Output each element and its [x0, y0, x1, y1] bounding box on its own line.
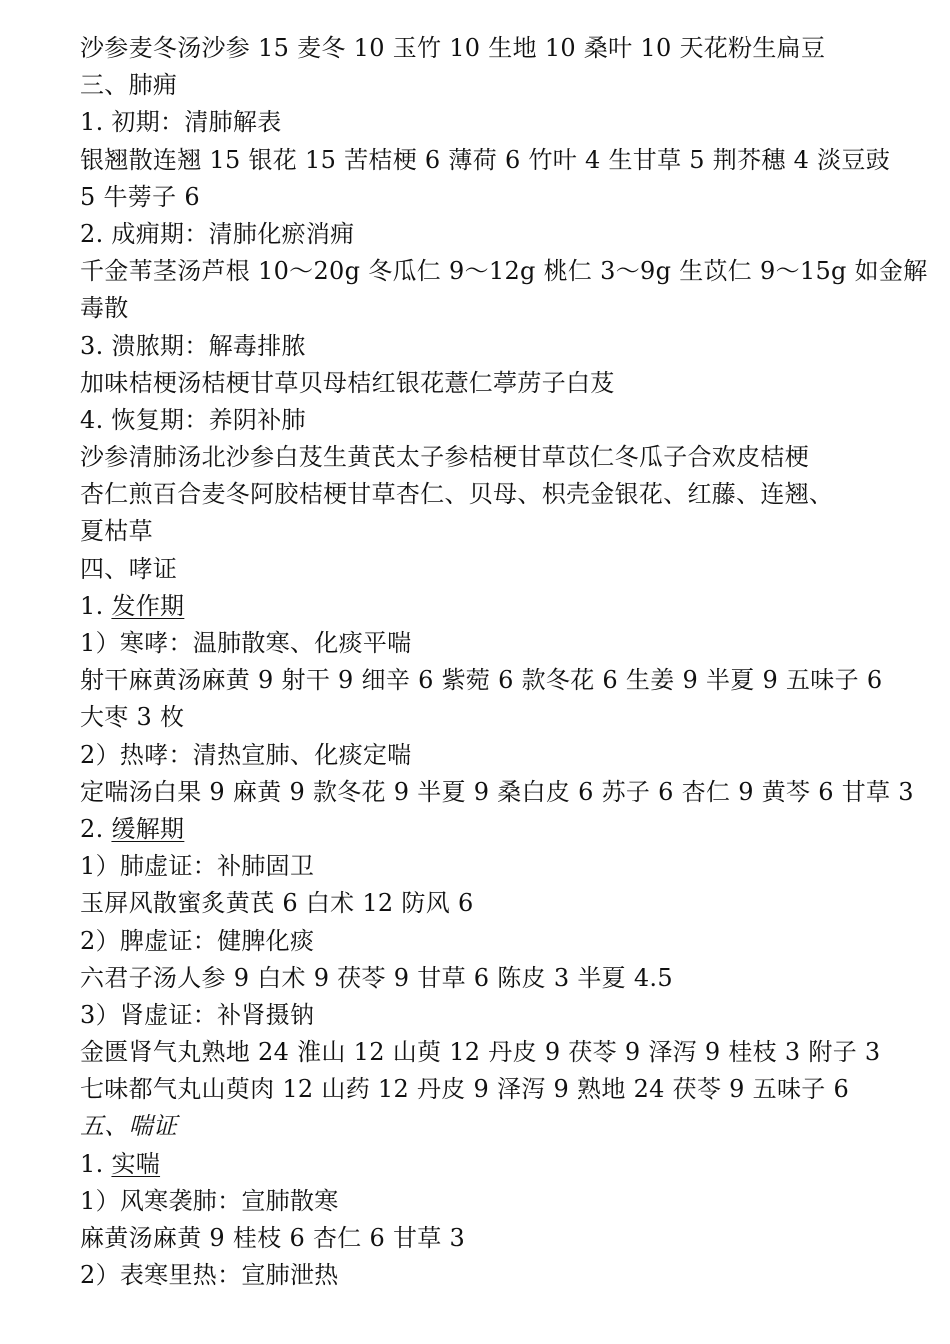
sub-subheading: 2）热哮：清热宣肺、化痰定喘 [80, 740, 412, 769]
sub-subheading: 1）风寒袭肺：宣肺散寒 [80, 1186, 339, 1215]
text-line: 千金苇茎汤芦根 10～20g 冬瓜仁 9～12g 桃仁 3～9g 生苡仁 9～15g 如金解 [80, 257, 928, 286]
text-line: 麻黄汤麻黄 9 桂枝 6 杏仁 6 甘草 3 [80, 1224, 466, 1252]
section-heading: 四、哮证 [80, 554, 178, 583]
subheading-attack-period [80, 588, 880, 625]
subheading: 2. 成痈期：清肺化瘀消痈 [80, 219, 355, 248]
underlined-excess-asthma: 实喘 [111, 1149, 161, 1178]
underlined-remission-period: 缓解期 [111, 814, 185, 843]
underlined-attack-period: 发作期 [111, 591, 185, 620]
document-page [80, 30, 928, 1294]
text-line: 金匮肾气丸熟地 24 淮山 12 山萸 12 丹皮 9 茯苓 9 泽泻 9 桂枝 3 附子 3 [80, 1038, 881, 1067]
text-line: 银翘散连翘 15 银花 15 苦桔梗 6 薄荷 6 竹叶 4 生甘草 5 荆芥穗 4 淡豆豉 [80, 145, 891, 174]
text-line: 玉屏风散蜜炙黄芪 6 白术 12 防风 6 [80, 889, 474, 918]
sub-subheading: 2）脾虚证：健脾化痰 [80, 926, 315, 955]
subheading-remission-period [80, 811, 880, 848]
sub-subheading: 1）肺虚证：补肺固卫 [80, 852, 315, 881]
subheading: 3. 溃脓期：解毒排脓 [80, 331, 306, 360]
text-line: 毒散 [80, 294, 129, 323]
text-line: 夏枯草 [80, 517, 153, 546]
subheading-number: 2. [80, 814, 112, 843]
text-line: 杏仁煎百合麦冬阿胶桔梗甘草杏仁、贝母、枳壳金银花、红藤、连翘、 [80, 480, 834, 509]
subheading: 1. 初期：清肺解表 [80, 108, 282, 137]
subheading-number: 1. [80, 591, 112, 620]
subheading: 4. 恢复期：养阴补肺 [80, 405, 306, 434]
text-line: 射干麻黄汤麻黄 9 射干 9 细辛 6 紫菀 6 款冬花 6 生姜 9 半夏 9 五味子 6 [80, 666, 883, 695]
text-line: 沙参清肺汤北沙参白芨生黄芪太子参桔梗甘草苡仁冬瓜子合欢皮桔梗 [80, 443, 809, 472]
sub-subheading: 1）寒哮：温肺散寒、化痰平喘 [80, 629, 412, 657]
text-line: 六君子汤人参 9 白术 9 茯苓 9 甘草 6 陈皮 3 半夏 4.5 [80, 963, 673, 992]
sub-subheading: 3）肾虚证：补肾摄钠 [80, 1000, 315, 1029]
text-line: 大枣 3 枚 [80, 703, 185, 732]
text-line: 七味都气丸山萸肉 12 山药 12 丹皮 9 泽泻 9 熟地 24 茯苓 9 五味子 6 [80, 1075, 850, 1104]
text-line: 沙参麦冬汤沙参 15 麦冬 10 玉竹 10 生地 10 桑叶 10 天花粉生扁豆 [80, 34, 826, 62]
subheading-number: 1. [80, 1149, 112, 1178]
sub-subheading: 2）表寒里热：宣肺泄热 [80, 1261, 339, 1290]
text-line: 5 牛蒡子 6 [80, 182, 200, 211]
text-line: 定喘汤白果 9 麻黄 9 款冬花 9 半夏 9 桑白皮 6 苏子 6 杏仁 9 黄芩 6 甘草 3 [80, 777, 914, 806]
text-line: 加味桔梗汤桔梗甘草贝母桔红银花薏仁葶苈子白芨 [80, 368, 615, 397]
section-heading: 三、肺痈 [80, 71, 178, 100]
section-heading-italic: 五、喘证 [80, 1112, 178, 1141]
subheading-excess-asthma [80, 1146, 880, 1183]
